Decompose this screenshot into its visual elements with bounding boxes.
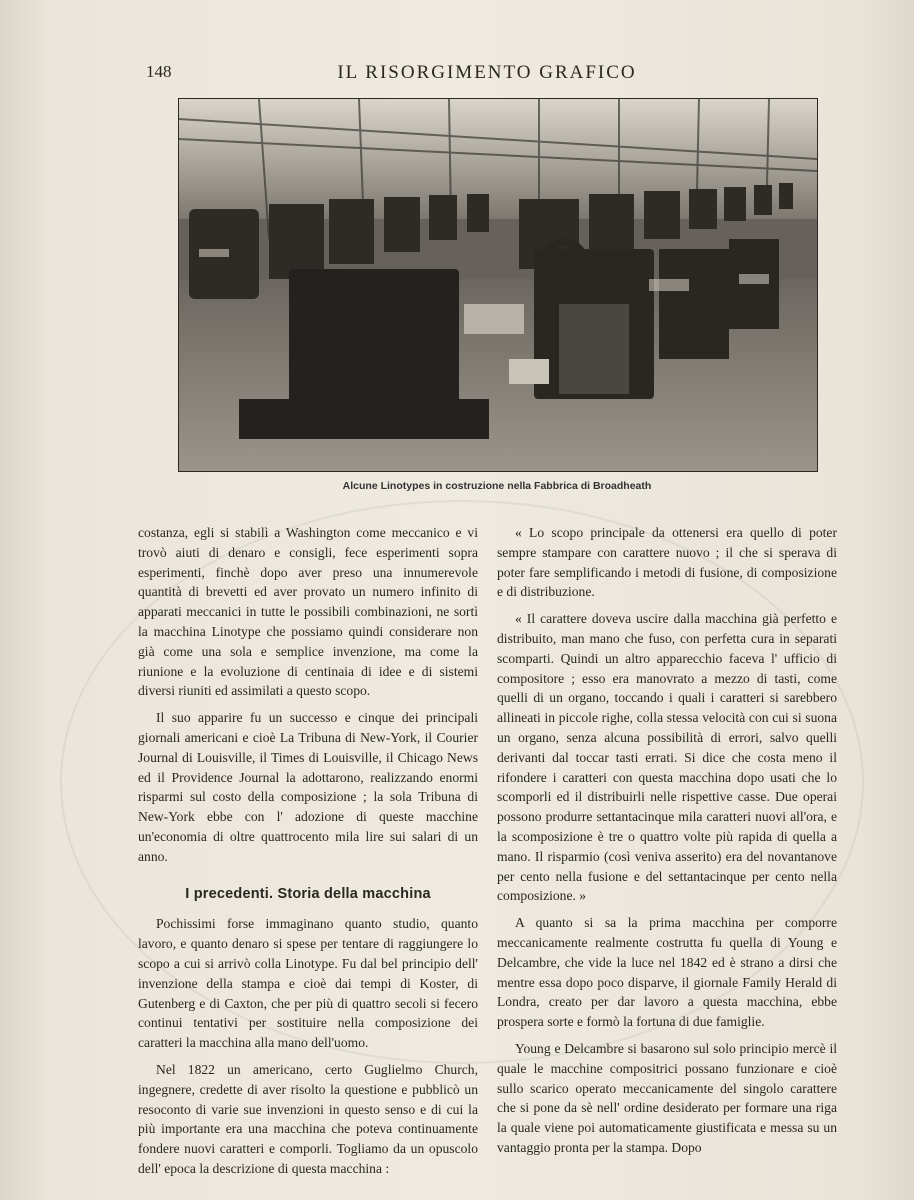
section-heading: I precedenti. Storia della macchina (185, 885, 431, 902)
left-paragraph-2: Il suo apparire fu un successo e cinque dei principali giornali americani e cioè La Tribuna di New-York, il Courier Journal di Louisville, il Times di Louisville, il Chicago News ed il Providence Journal la adottarono, realizzando enormi risparmi sul costo della composizione ; la sola Tribuna di New-York ebbe con l' adozione di queste macchine un'economia di oltre quattrocento mila lire sui salari di un anno. (138, 710, 478, 864)
right-column (497, 523, 837, 1165)
page-header (0, 60, 914, 90)
right-paragraph-1: « Lo scopo principale da ottenersi era quello di poter sempre stampare con carattere nuovo ; il che si sperava di poter fare semplificando i metodi di fusione, di composizione e di distribuzione. (497, 525, 837, 600)
left-paragraph-1: costanza, egli si stabilì a Washington come meccanico e vi trovò aiuti di denaro e consigli, fece esperimenti sopra esperimenti, finchè dopo aver preso una innumerevole quantità di brevetti ed aver provato un numero infinito di apparati meccanici in tutte le possibili combinazioni, ne sortì la macchina Linotype che possiamo quindi considerare non già come una sola e semplice invenzione, ma come la riunione e la evoluzione di centinaia di idee e di sistemi diversi riuniti ed assimilati a questo scopo. (138, 525, 478, 699)
left-paragraph-3: Pochissimi forse immaginano quanto studio, quanto lavoro, e quanto denaro si spese per tentare di raggiungere lo scopo a cui si arrivò colla Linotype. Fu dal bel principio dell' invenzione della stampa e cioè dai tempi di Koster, di Gutenberg e di Caxton, che per più di quattro secoli si fecero continui tentativi per sostituire nella composizione dei caratteri la macchina alla mano dell'uomo. (138, 916, 478, 1051)
running-title: IL RISORGIMENTO GRAFICO (337, 62, 637, 83)
right-paragraph-2: « Il carattere doveva uscire dalla macchina già perfetto e distribuito, man mano che fuso, con perfetta cura in separati scomparti. Quindi un altro apparecchio faceva l' ufficio di compositore ; esso era manovrato a mezzo di tasti, come quelli di un organo, toccando i quali i caratteri si sarebbero allineati in piccole righe, colla stessa velocità con cui si suona un organo, senza alcuna possibilità di errori, salvo quelli derivanti dal toccar tasti errati. Si dice che costa meno il rifondere i caratteri con questa macchina dopo usati che lo scomporli ed il distribuirli nelle rispettive casse. Due operai possono produrre settantacinque mila caratteri nuovi all'ora, e la scomposizione è tre o quattro volte più rapida di quella a mano. Il risparmio (così veniva asserito) era del novantanove per cento nella fusione e del settantacinque per cento nella composizione. » (497, 611, 837, 904)
left-column (138, 523, 478, 1186)
right-paragraph-4: Young e Delcambre si basarono sul solo principio mercè il quale le macchine compositrici possano funzionare e cioè sullo scarico operato meccanicamente del singolo carattere che si pone da sè nell' ordine desiderato per formare una riga la quale viene poi automaticamente giustificata e messa su un vantaggio pronta per la stampa. Dopo (497, 1040, 837, 1155)
figure-caption: Alcune Linotypes in costruzione nella Fabbrica di Broadheath (342, 480, 652, 492)
right-paragraph-3: A quanto si sa la prima macchina per comporre meccanicamente realmente costrutta fu quella di Young e Delcambre, che vide la luce nel 1842 ed è strano a dirsi che mentre essa dopo poco disparve, il giornale Family Herald di Londra, creato per dar lavoro a questa macchina, ebbe prospera sorte e formò la fortuna di due famiglie. (497, 915, 837, 1030)
page-number: 148 (146, 62, 172, 81)
left-paragraph-4: Nel 1822 un americano, certo Guglielmo Church, ingegnere, credette di aver risolto la questione e pubblicò un resoconto di varie sue invenzioni in questo senso e di cui la più importante era una macchina che poteva continuamente fondere nuovi caratteri e comporli. Togliamo da un opuscolo dell' epoca la descrizione di questa macchina : (138, 1061, 478, 1176)
factory-photograph (178, 98, 818, 472)
factory-photograph-image (179, 99, 817, 471)
